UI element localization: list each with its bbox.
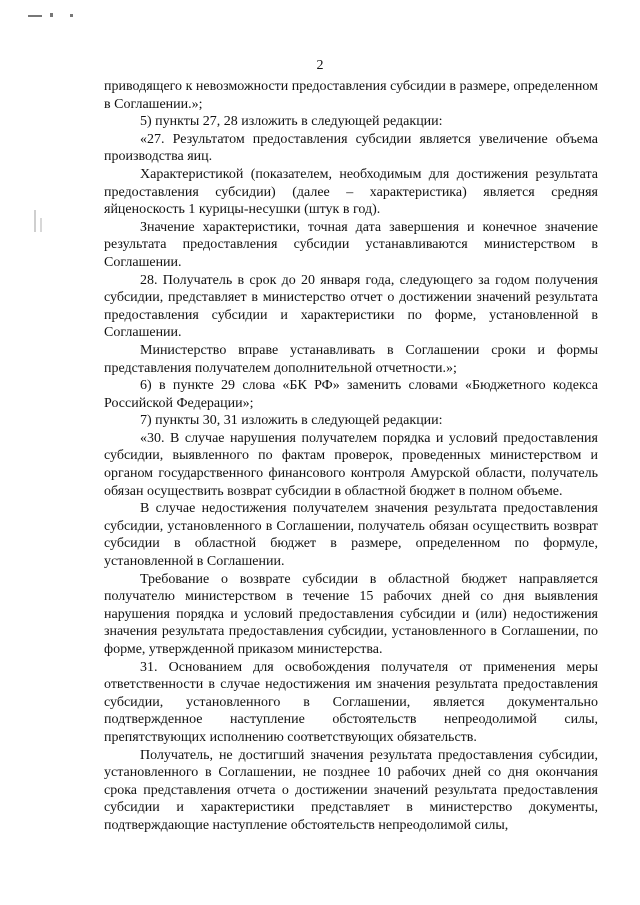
scan-artifact-mark — [34, 210, 36, 232]
paragraph: «27. Результатом предоставления субсидии является увеличение объема производства яиц. — [104, 131, 598, 165]
paragraph: 31. Основанием для освобождения получателя от применения меры ответственности в случае недостижения им значения результата предоставления субсидии, установленного в Соглашении, является документально подтвержденное наступление обстоятельств непреодолимой силы, препятствующих исполнению соответствующих обязательств. — [104, 659, 598, 745]
scan-artifact-mark — [70, 14, 73, 17]
scan-artifact-mark — [40, 218, 42, 232]
paragraph: Значение характеристики, точная дата завершения и конечное значение результата предоставления субсидии устанавливаются министерством в Соглашении. — [104, 219, 598, 270]
paragraph: «30. В случае нарушения получателем порядка и условий предоставления субсидии, выявленного по фактам проверок, проведенных министерством и органом государственного финансового контроля Амурской области, получатель обязан осуществить возврат субсидии в областной бюджет в полном объеме. — [104, 430, 598, 499]
paragraph: 6) в пункте 29 слова «БК РФ» заменить словами «Бюджетного кодекса Российской Федерации»; — [104, 378, 598, 411]
paragraph: Характеристикой (показателем, необходимым для достижения результата предоставления субсидии) (далее – характеристика) является средняя яйценоскость 1 курицы-несушки (штук в год). — [104, 166, 598, 218]
paragraph: 5) пункты 27, 28 изложить в следующей редакции: — [140, 114, 443, 130]
scan-artifact-mark — [28, 15, 42, 17]
paragraph: 28. Получатель в срок до 20 января года, следующего за годом получения субсидии, представляет в министерство отчет о достижении значений результата предоставления субсидии и характеристики по форме, установленной в Соглашении. — [104, 272, 598, 341]
paragraph: В случае недостижения получателем значения результата предоставления субсидии, установленного в Соглашении, получатель обязан осуществить возврат субсидии в областной бюджет в размере, определенном по формуле, установленной в Соглашении. — [104, 501, 598, 570]
paragraph: приводящего к невозможности предоставления субсидии в размере, определенном в Соглашении.»; — [104, 79, 598, 112]
scan-artifact-mark — [50, 13, 53, 17]
page-number: 2 — [316, 58, 324, 73]
paragraph: Требование о возврате субсидии в областной бюджет направляется получателю министерством в течение 15 рабочих дней со дня выявления нарушения порядка и условий предоставления субсидии и (или) недостижения значения результата предоставления субсидии, установленного в Соглашении, по форме, утвержденной приказом министерства. — [104, 571, 598, 657]
paragraph: Министерство вправе устанавливать в Соглашении сроки и формы представления получателем дополнительной отчетности.»; — [104, 342, 598, 376]
document-body — [104, 78, 598, 835]
paragraph: 7) пункты 30, 31 изложить в следующей редакции: — [140, 413, 443, 429]
paragraph: Получатель, не достигший значения результата предоставления субсидии, установленного в Соглашении, не позднее 10 рабочих дней со дня окончания срока представления отчета о достижении значений результата предоставления субсидии и характеристики представляет в министерство документы, подтверждающие наступление обстоятельств непреодолимой силы, — [104, 747, 598, 833]
